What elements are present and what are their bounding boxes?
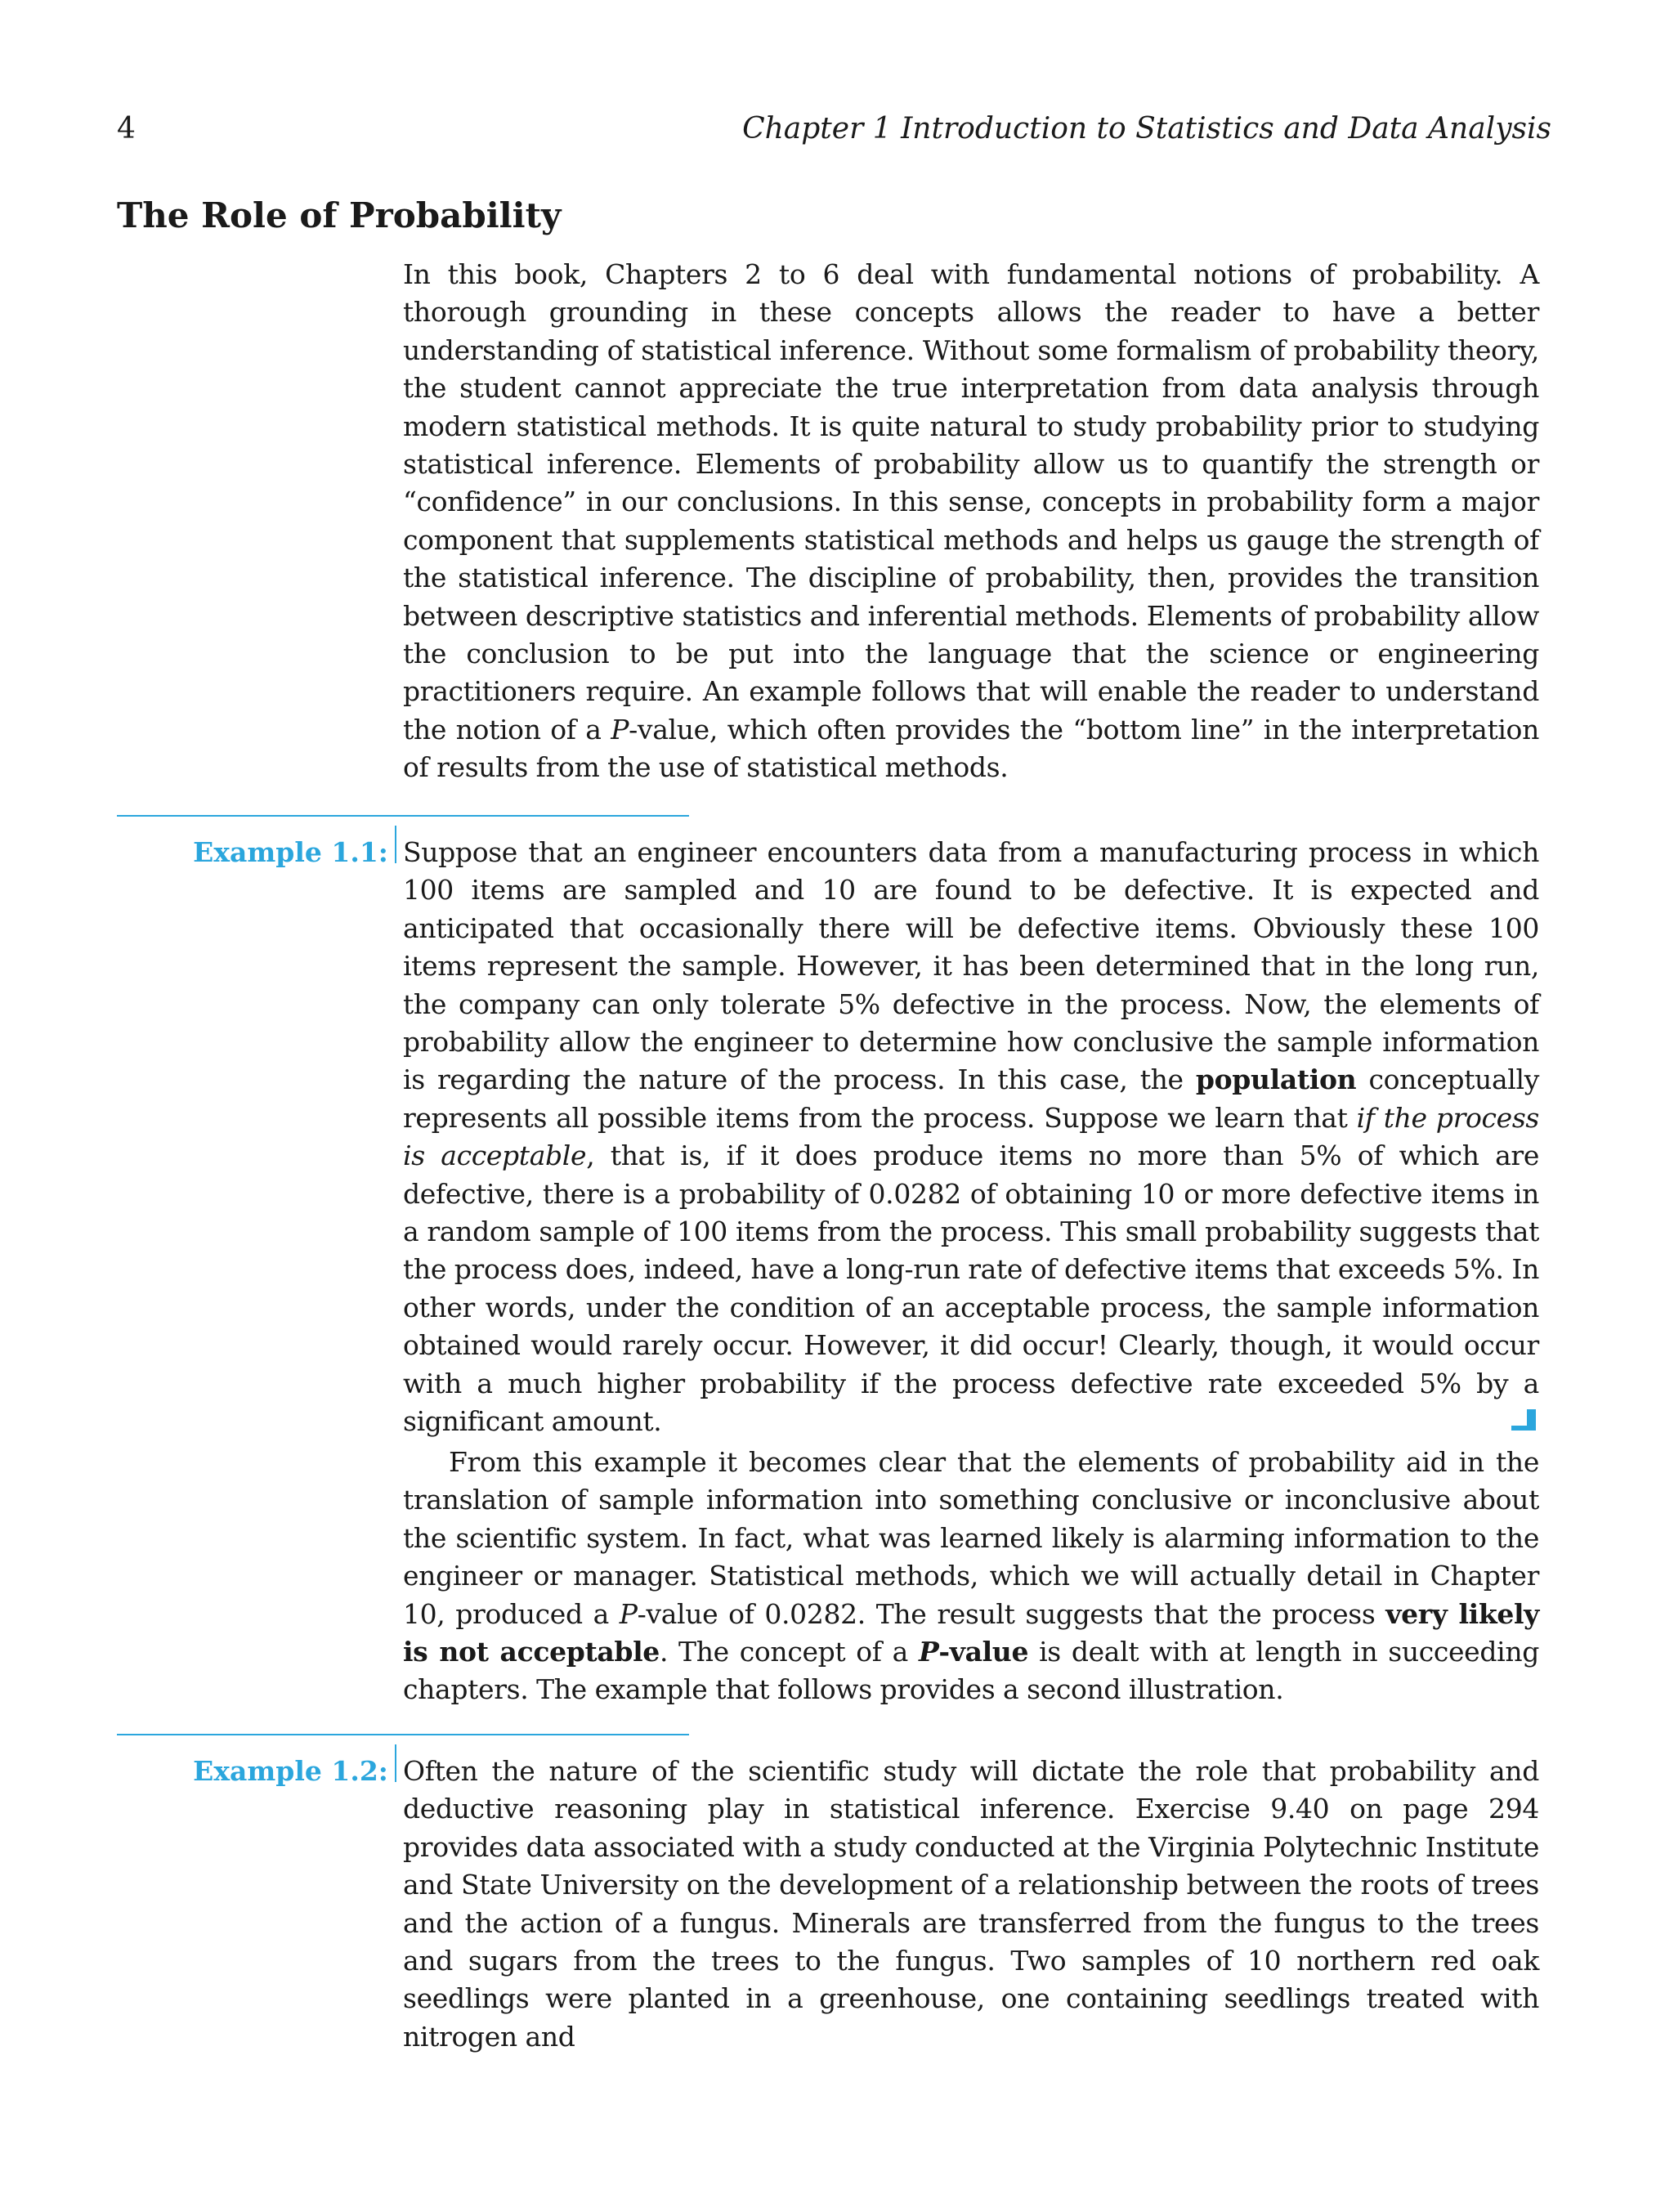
followup-text-part: is dealt with at length in succeeding chapters. The example that follows provides a second illustration. xyxy=(403,1636,1540,1706)
example-1-label: Example 1.1: xyxy=(193,836,388,868)
p-symbol: P xyxy=(619,1597,638,1630)
followup-text-part: . The concept of a xyxy=(659,1636,919,1668)
followup-text-part: From this example it becomes clear that the elements of probability aid in the translation of sample information into something conclusive or inconclusive about the scientific system. In fact, what was learned likely is alarming information to the engineer or manager. Statistical methods, which we will actually detail in Chapter 10, produced a xyxy=(403,1446,1539,1630)
example-1-text-part: , that is, if it does produce items no more than 5% of which are defective, there is a probability of 0.0282 of obtaining 10 or more defective items in a random sample of 100 items from the process. This small probability suggests that the process does, indeed, have a long-run rate of defective items that exceeds 5%. In other words, under the condition of an acceptable process, the sample information obtained would rarely occur. However, it did occur! Clearly, though, it would occur with a much higher probability if the process defective rate exceeded 5% by a significant amount. xyxy=(403,1140,1539,1438)
example-2-tick xyxy=(395,1744,396,1782)
example-1-text xyxy=(403,834,1539,1441)
example-2-rule xyxy=(117,1734,689,1735)
example-2-text: Often the nature of the scientific study will dictate the role that probability and deductive reasoning play in statistical inference. Exercise 9.40 on page 294 provides data associated with a study conducted at the Virginia Polytechnic Institute and State University on the development of a relationship between the roots of trees and the action of a fungus. Minerals are transferred from the fungus to the trees and sugars from the trees to the fungus. Two samples of 10 northern red oak seedlings were planted in a greenhouse, one containing seedlings treated with nitrogen and xyxy=(403,1755,1539,2053)
followup-paragraph xyxy=(403,1444,1539,1709)
example-1-rule xyxy=(117,815,689,817)
example-2-label: Example 1.2: xyxy=(193,1755,388,1787)
example-1-text-part: conceptually represents all possible items from the process. Suppose we learn that xyxy=(403,1063,1539,1134)
not-acceptable-term: very likely is not acceptable xyxy=(403,1597,1539,1668)
example-end-marker-icon xyxy=(1511,1409,1536,1431)
page-number: 4 xyxy=(117,112,136,146)
intro-p-symbol: P xyxy=(611,713,629,746)
population-term: population xyxy=(1195,1063,1357,1096)
intro-text: In this book, Chapters 2 to 6 deal with fundamental notions of probability. A thorough grounding in these concepts allows the reader to have a better understanding of statistical inference. Without some formalism of probability theory, the student cannot appreciate the true interpretation from data analysis through modern statistical methods. It is quite natural to study probability prior to studying statistical inference. Elements of probability allow us to quantify the strength or “confidence” in our conclusions. In this sense, concepts in probability form a major component that supplements statistical methods and helps us gauge the strength of the statistical inference. The discipline of probability, then, provides the transition between descriptive statistics and inferential methods. Elements of probability allow the conclusion to be put into the language that the science or engineering practitioners require. An example follows that will enable the reader to understand the notion of a xyxy=(403,258,1539,746)
p-value-symbol: P xyxy=(918,1636,939,1668)
p-value-term: -value xyxy=(938,1636,1029,1668)
section-title: The Role of Probability xyxy=(117,195,562,235)
intro-paragraph xyxy=(403,256,1539,787)
example-1-text-part: Suppose that an engineer encounters data from a manufacturing process in which 100 items are sampled and 10 are found to be defective. It is expected and anticipated that occasionally there will be defective items. Obviously these 100 items represent the sample. However, it has been determined that in the long run, the company can only tolerate 5% defective in the process. Now, the elements of probability allow the engineer to determine how conclusive the sample information is regarding the nature of the process. In this case, the xyxy=(403,836,1539,1096)
acceptable-condition: if the process is acceptable xyxy=(403,1101,1539,1172)
example-1-tick xyxy=(395,826,396,863)
followup-text-part: -value of 0.0282. The result suggests that the process xyxy=(637,1597,1386,1630)
intro-text-end: -value, which often provides the “bottom line” in the interpretation of results from the use of statistical methods. xyxy=(403,713,1539,784)
running-head: Chapter 1 Introduction to Statistics and Data Analysis xyxy=(742,112,1551,146)
